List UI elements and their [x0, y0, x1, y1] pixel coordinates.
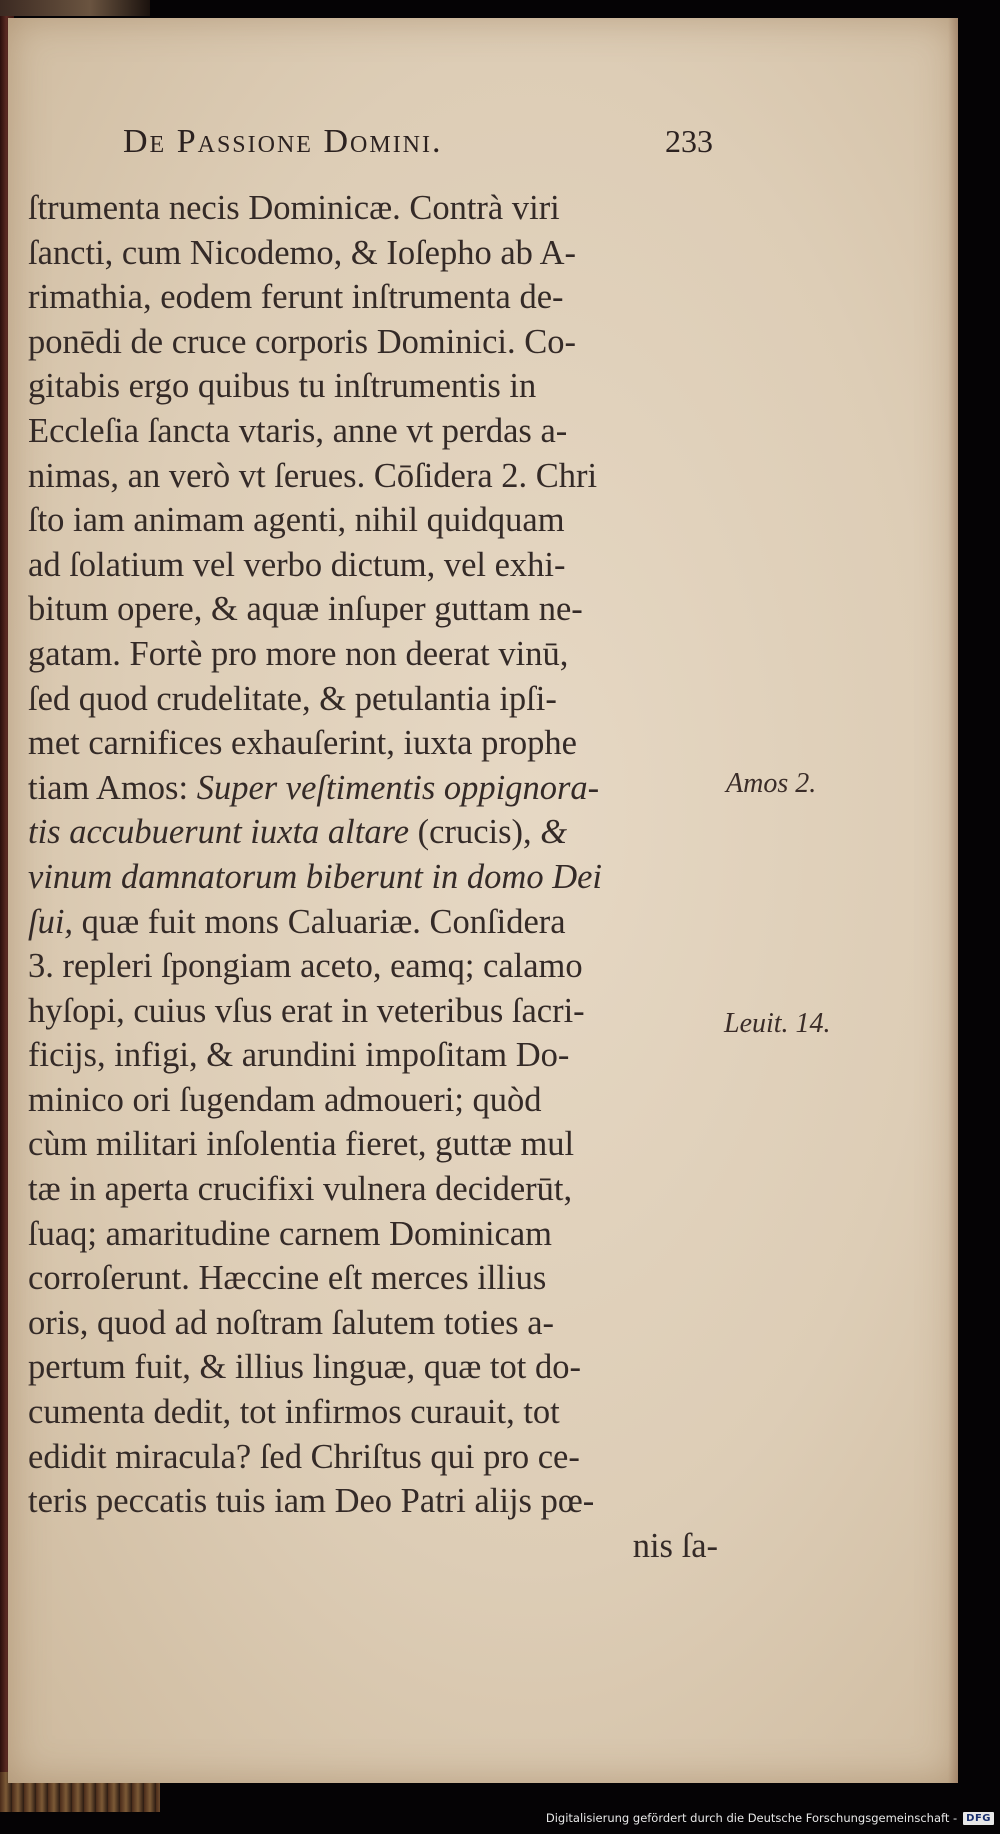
- text-line: Eccleſia ſancta vtaris, anne vt perdas a-: [28, 411, 568, 450]
- text-line: [28, 810, 728, 855]
- text-line: ſed quod crudelitate, & petulantia ipſi-: [28, 679, 557, 718]
- amos-quote: ſui,: [28, 902, 74, 941]
- book-page: [8, 18, 958, 1783]
- text-line: ficijs, infigi, & arundini impoſitam Do-: [28, 1036, 570, 1075]
- amos-quote: Super veſtimentis oppignora-: [196, 768, 600, 807]
- text-line: cùm militari inſolentia fieret, guttæ mul: [28, 1125, 575, 1164]
- text-span: quæ fuit mons Caluariæ. Conſidera: [73, 902, 566, 941]
- catchword: nis ſa-: [632, 1526, 718, 1565]
- text-line: ſto iam animam agenti, nihil quidquam: [28, 501, 565, 540]
- text-line: ponēdi de cruce corporis Dominici. Co-: [28, 322, 577, 361]
- text-line: [28, 766, 728, 811]
- body-text: [28, 186, 728, 1568]
- amos-quote: vinum damnatorum biberunt in domo Dei: [28, 857, 603, 896]
- running-head: [123, 123, 713, 173]
- text-line: oris, quod ad noſtram ſalutem toties a-: [28, 1303, 555, 1342]
- page-number: 233: [665, 123, 713, 159]
- text-line: rimathia, eodem ferunt inſtrumenta de-: [28, 278, 564, 317]
- amos-quote: tis accubuerunt iuxta altare: [28, 813, 410, 852]
- text-line: corroſerunt. Hæccine eſt merces illius: [28, 1259, 547, 1298]
- footer-credit: Digitalisierung gefördert durch die Deutsche Forschungsgemeinschaft -: [545, 1811, 958, 1825]
- text-line: edidit miracula? ſed Chriſtus qui pro ce-: [28, 1437, 580, 1476]
- binding-headband: [0, 0, 150, 16]
- text-line: ſuaq; amaritudine carnem Dominicam: [28, 1214, 553, 1253]
- text-line: gitabis ergo quibus tu inſtrumentis in: [28, 367, 537, 406]
- text-line: 3. repleri ſpongiam aceto, eamq; calamo: [28, 947, 583, 986]
- text-span: tiam Amos:: [28, 768, 197, 807]
- text-line: [28, 900, 728, 945]
- text-line: teris peccatis tuis iam Deo Patri alijs pœ-: [28, 1482, 595, 1521]
- text-line: ſtrumenta necis Dominicæ. Contrà viri: [28, 189, 560, 227]
- text-line: ad ſolatium vel verbo dictum, vel exhi-: [28, 545, 566, 584]
- digitization-footer: [546, 1807, 994, 1829]
- text-line: nimas, an verò vt ſerues. Cōſidera 2. Chri: [28, 456, 598, 495]
- dfg-logo: DFG: [963, 1812, 994, 1825]
- text-line: pertum fuit, & illius linguæ, quæ tot do-: [28, 1348, 581, 1387]
- page-edge-shadow: [948, 18, 958, 1783]
- text-line: ſancti, cum Nicodemo, & Ioſepho ab A-: [28, 233, 577, 272]
- text-line: bitum opere, & aquæ inſuper guttam ne-: [28, 590, 583, 629]
- marginal-note-leuit: Leuit. 14.: [724, 1008, 831, 1039]
- marginal-note-amos: Amos 2.: [726, 768, 817, 799]
- text-line: minico ori ſugendam admoueri; quòd: [28, 1080, 542, 1119]
- running-title: De Passione Domini.: [123, 123, 443, 160]
- text-span: (crucis),: [409, 813, 541, 852]
- text-line: met carnifices exhauſerint, iuxta prophe: [28, 724, 577, 763]
- amos-quote: &: [540, 813, 568, 852]
- text-line: tæ in aperta crucifixi vulnera deciderūt,: [28, 1170, 573, 1209]
- text-line: hyſopi, cuius vſus erat in veteribus ſacri-: [28, 991, 585, 1030]
- text-line: gatam. Fortè pro more non deerat vinū,: [28, 634, 569, 673]
- text-line: cumenta dedit, tot infirmos curauit, tot: [28, 1393, 560, 1432]
